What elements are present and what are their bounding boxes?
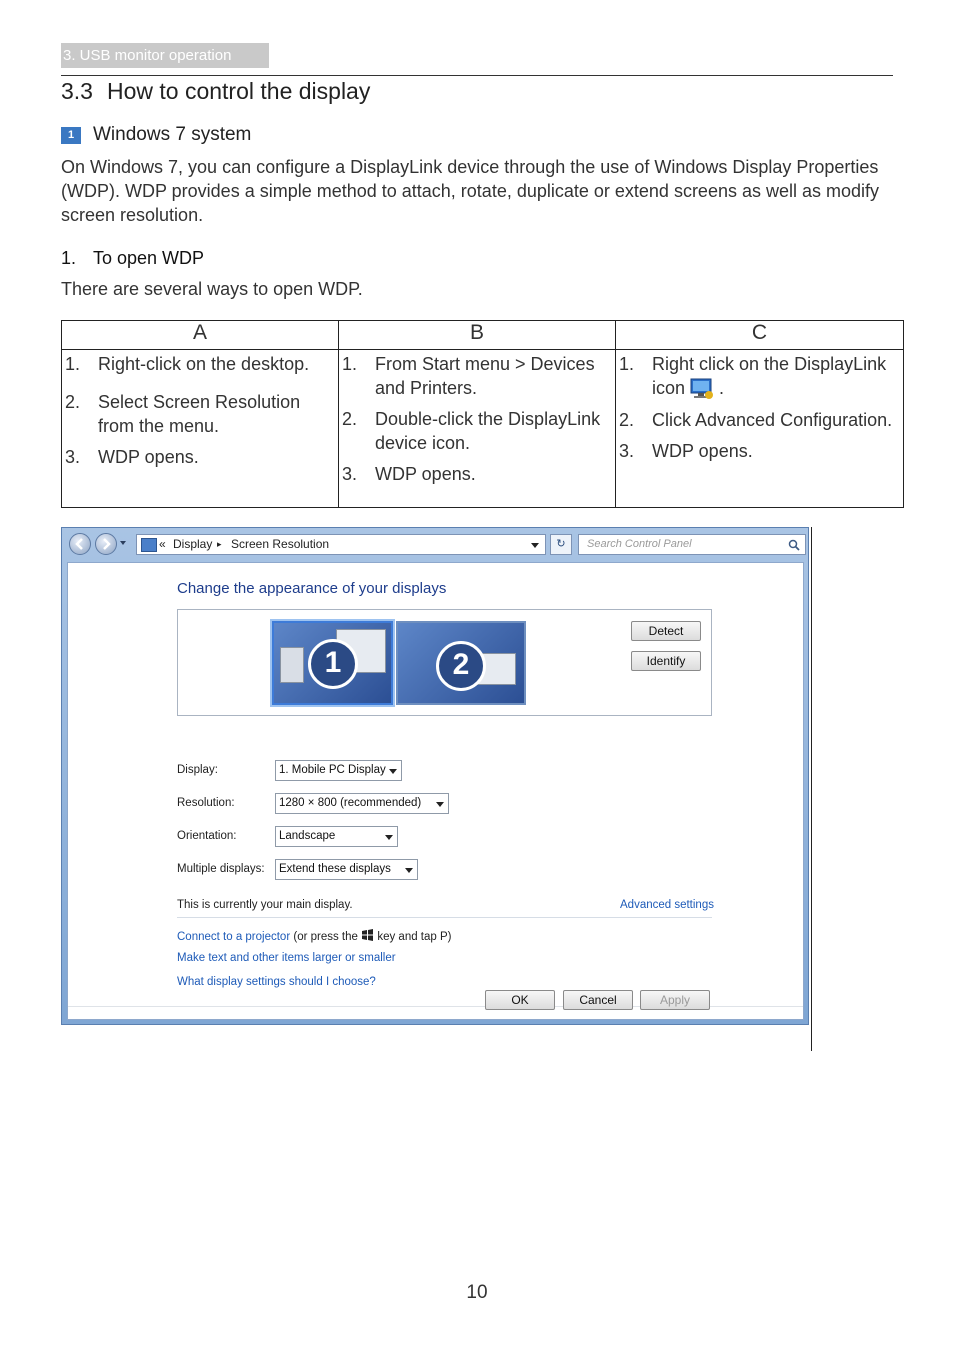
ok-button[interactable]: OK — [485, 990, 555, 1010]
orientation-select[interactable] — [275, 826, 398, 847]
list-item — [616, 352, 897, 401]
list-item — [339, 352, 609, 400]
cancel-button[interactable]: Cancel — [563, 990, 633, 1010]
display-label: Display: — [177, 764, 218, 776]
section-heading — [61, 78, 370, 105]
step-title: To open WDP — [93, 248, 205, 268]
methods-table — [61, 320, 904, 508]
list-number: 2. — [619, 410, 635, 431]
search-icon — [788, 539, 800, 551]
list-number: 3. — [342, 464, 358, 484]
resolution-select[interactable] — [275, 793, 449, 814]
apply-button[interactable]: Apply — [640, 990, 710, 1010]
identify-button[interactable]: Identify — [631, 651, 701, 671]
back-arrow-icon — [70, 534, 90, 554]
connect-projector-link[interactable]: Connect to a projector — [177, 931, 291, 943]
list-text: WDP opens. — [375, 464, 476, 484]
display-preview — [177, 609, 712, 716]
address-dropdown-icon[interactable] — [531, 543, 539, 548]
list-item — [339, 407, 609, 455]
list-text: WDP opens. — [652, 441, 753, 462]
list-text: WDP opens. — [98, 447, 199, 467]
list-item — [339, 462, 609, 486]
display-select-value: 1. Mobile PC Display — [279, 764, 386, 776]
projector-hint-2: key and tap P) — [377, 931, 452, 943]
column-c-cell — [616, 350, 904, 508]
chevron-down-icon — [389, 769, 397, 774]
windows-key-icon — [361, 929, 374, 941]
column-header-b: B — [339, 321, 616, 350]
search-input[interactable] — [578, 534, 806, 555]
history-dropdown-icon[interactable] — [120, 541, 126, 545]
chevron-down-icon — [385, 835, 393, 840]
list-text: Click Advanced Configuration. — [652, 410, 893, 431]
list-item — [616, 439, 897, 463]
divider — [177, 917, 712, 918]
monitor-2[interactable] — [396, 621, 526, 705]
column-a-cell — [62, 350, 339, 508]
step-number: 1. — [61, 248, 77, 268]
screen-resolution-window — [61, 527, 809, 1025]
section-number: 3.3 — [61, 78, 93, 104]
list-text: Right-click on the desktop. — [98, 354, 310, 374]
monitor-1-window-icon — [280, 647, 304, 683]
projector-line — [177, 929, 451, 943]
step-text: There are several ways to open WDP. — [61, 279, 363, 299]
page-number: 10 — [466, 1282, 488, 1303]
list-text-suffix: . — [719, 378, 725, 398]
forward-arrow-icon — [96, 534, 116, 554]
list-text-main: Right click on the DisplayLink icon — [652, 354, 887, 398]
multiple-displays-select[interactable] — [275, 859, 418, 880]
list-text: Select Screen Resolution from the menu. — [98, 392, 301, 436]
list-number: 2. — [342, 409, 358, 429]
display-settings-help-link[interactable]: What display settings should I choose? — [177, 976, 376, 988]
section-title: How to control the display — [106, 78, 371, 104]
list-item — [62, 352, 332, 376]
detect-button[interactable]: Detect — [631, 621, 701, 641]
section-band: 3. USB monitor operation — [61, 43, 269, 68]
list-number: 1. — [619, 354, 635, 374]
list-number: 1. — [342, 354, 358, 374]
address-bar[interactable] — [136, 534, 546, 555]
chevron-down-icon — [405, 868, 413, 873]
multiple-displays-label: Multiple displays: — [177, 863, 265, 875]
subsection-badge: 1 — [61, 127, 81, 144]
advanced-settings-link[interactable]: Advanced settings — [620, 899, 714, 911]
monitor-1[interactable] — [272, 621, 393, 705]
header-rule — [61, 75, 893, 76]
column-header-c: C — [616, 321, 904, 350]
back-button[interactable] — [69, 533, 91, 555]
column-a-list — [62, 350, 338, 469]
control-panel-icon — [141, 538, 157, 552]
list-number: 1. — [65, 354, 81, 374]
displaylink-icon — [689, 377, 715, 401]
orientation-select-value: Landscape — [279, 830, 336, 842]
figure-border — [811, 527, 812, 1051]
refresh-button[interactable] — [550, 534, 572, 555]
breadcrumb-separator-icon: ▸ — [217, 539, 222, 549]
column-b-list — [339, 350, 615, 486]
chevron-down-icon — [436, 802, 444, 807]
column-c-list — [616, 350, 903, 463]
subsection-title: Windows 7 system — [93, 124, 252, 145]
window-content — [67, 562, 804, 1020]
monitor-1-number: 1 — [308, 639, 358, 689]
list-text: Double-click the DisplayLink device icon. — [375, 409, 601, 453]
column-header-a: A — [62, 321, 339, 350]
breadcrumb-prefix: « — [159, 537, 166, 551]
breadcrumb-screen-resolution[interactable]: Screen Resolution — [231, 537, 330, 551]
search-placeholder: Search Control Panel — [587, 538, 692, 550]
list-number: 3. — [619, 441, 635, 462]
resolution-label: Resolution: — [177, 797, 235, 809]
list-text: From Start menu > Devices and Printers. — [375, 354, 595, 398]
navigation-bar — [62, 528, 808, 561]
list-item — [62, 390, 332, 438]
resolution-select-value: 1280 × 800 (recommended) — [279, 797, 422, 809]
list-number: 3. — [65, 447, 81, 467]
refresh-icon: ↻ — [556, 538, 566, 550]
projector-hint-1: (or press the — [293, 931, 358, 943]
column-b-cell — [339, 350, 616, 508]
monitor-2-number: 2 — [436, 641, 486, 691]
breadcrumb-display[interactable]: Display — [173, 537, 213, 551]
list-number: 2. — [65, 392, 81, 412]
orientation-label: Orientation: — [177, 830, 237, 842]
content-title: Change the appearance of your displays — [177, 580, 447, 597]
display-select[interactable] — [275, 760, 402, 781]
main-display-text: This is currently your main display. — [177, 899, 353, 911]
intro-paragraph: On Windows 7, you can configure a DisplayLink device through the use of Windows Display Properties (WDP). WDP provides a simple method to attach, rotate, duplicate or extend screens as well as modify screen resolution. — [61, 157, 880, 225]
forward-button[interactable] — [95, 533, 117, 555]
step-heading — [61, 248, 204, 269]
list-item — [62, 445, 332, 469]
multiple-displays-select-value: Extend these displays — [279, 863, 391, 875]
list-text — [652, 352, 897, 401]
text-size-link[interactable]: Make text and other items larger or smaller — [177, 952, 396, 964]
list-item — [616, 408, 897, 432]
